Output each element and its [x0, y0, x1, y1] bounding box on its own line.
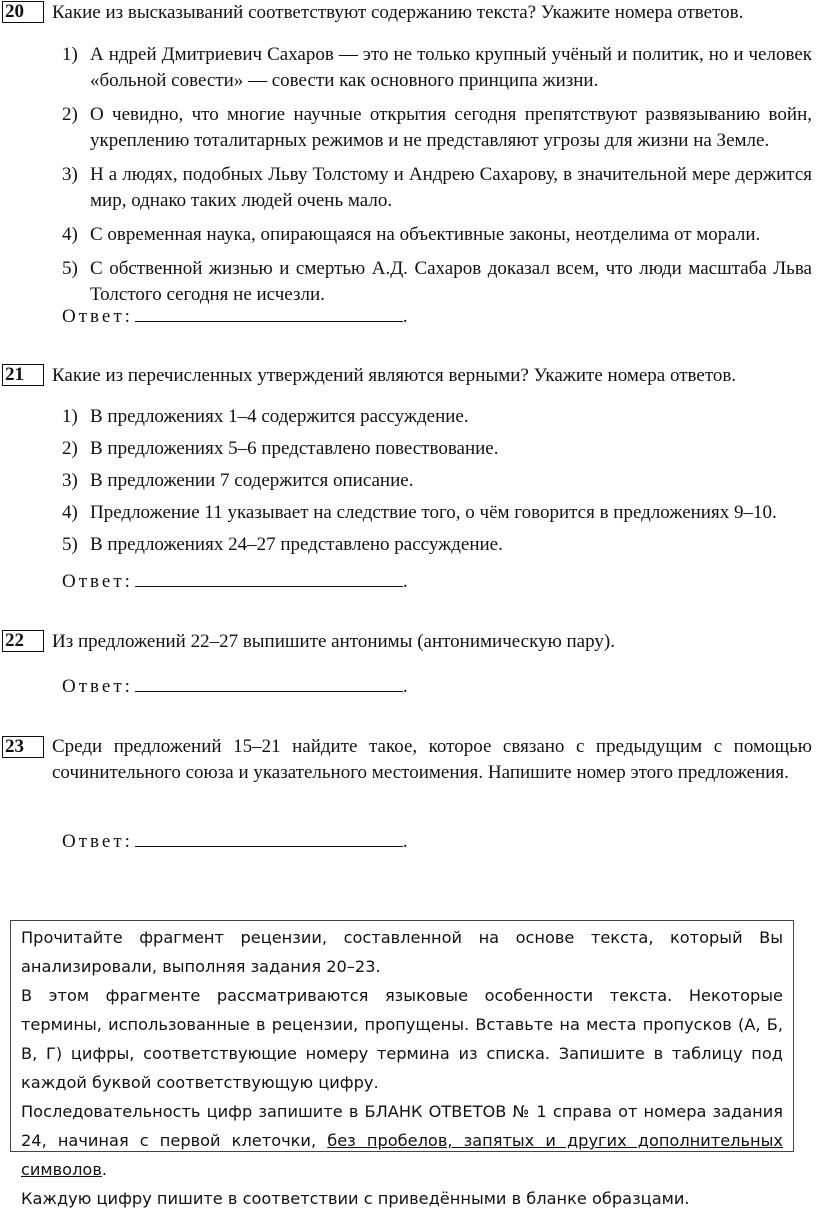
option-number: 1)	[62, 406, 78, 427]
answer-field	[62, 828, 408, 855]
option-text: Н а людях, подобных Льву Толстому и Андрею Сахарову, в значительной мере держится мир, однако таких людей очень мало.	[90, 164, 812, 211]
task-number-box: 23	[2, 736, 44, 758]
option-text: В предложениях 24–27 представлено рассуждение.	[90, 534, 503, 555]
answer-field	[62, 673, 408, 700]
instruction-text: Последовательность цифр запишите в БЛАНК ОТВЕТОВ № 1 справа от номера задания 24, начиная с первой клеточки,	[21, 1102, 783, 1150]
option-number: 5)	[62, 534, 78, 555]
task-question: Из предложений 22–27 выпишите антонимы (антонимическую пару).	[52, 631, 615, 652]
option-number: 2)	[62, 104, 78, 125]
task-question: Среди предложений 15–21 найдите такое, которое связано с предыдущим с помощью сочинительного союза и указательного местоимения. Напишите номер этого предложения.	[52, 736, 812, 783]
answer-label: Ответ:	[62, 571, 133, 592]
option-number: 5)	[62, 258, 78, 279]
answer-blank[interactable]	[135, 568, 403, 587]
answer-period: .	[402, 571, 408, 592]
answer-label: Ответ:	[62, 831, 133, 852]
instruction-emphasis: без пробелов, запятых и других дополнительных символов	[21, 1131, 784, 1179]
answer-field	[62, 303, 408, 330]
answer-label: Ответ:	[62, 676, 133, 697]
option-item	[62, 404, 812, 430]
option-item	[62, 436, 812, 462]
task-number-box: 22	[2, 630, 44, 652]
option-number: 3)	[62, 470, 78, 491]
instruction-paragraph-2: В этом фрагменте рассматриваются языковые особенности текста. Некоторые термины, использованные в рецензии, пропущены. Вставьте на места пропусков (А, Б, В, Г) цифры, соответствующие номеру термина из списка. Запишите в таблицу под каждой буквой соответствующую цифру.	[21, 986, 783, 1092]
option-item	[62, 500, 812, 526]
option-text: В предложении 7 содержится описание.	[90, 470, 414, 491]
option-text: В предложениях 1–4 содержится рассуждение.	[90, 406, 469, 427]
answer-period: .	[402, 676, 408, 697]
task-question: Какие из перечисленных утверждений являются верными? Укажите номера ответов.	[52, 365, 737, 386]
answer-options	[62, 42, 812, 308]
answer-label: Ответ:	[62, 306, 133, 327]
option-text: А ндрей Дмитриевич Сахаров — это не только крупный учёный и политик, но и человек «больной совести» — совести как основного принципа жизни.	[90, 44, 812, 91]
instruction-box	[10, 920, 794, 1208]
answer-blank[interactable]	[135, 303, 403, 322]
option-item	[62, 42, 812, 94]
option-text: О чевидно, что многие научные открытия сегодня препятствуют развязыванию войн, укреплению тоталитарных режимов и не представляют угрозы для жизни на Земле.	[90, 104, 812, 151]
option-item	[62, 162, 812, 214]
task-number-box: 20	[2, 1, 44, 23]
instruction-paragraph-1: Прочитайте фрагмент рецензии, составленной на основе текста, который Вы анализировали, выполняя задания 20–23.	[21, 928, 783, 976]
option-text: В предложениях 5–6 представлено повествование.	[90, 438, 499, 459]
answer-blank[interactable]	[135, 673, 403, 692]
instruction-text: .	[101, 1160, 108, 1179]
answer-options	[62, 404, 812, 558]
option-text: С овременная наука, опирающаяся на объективные законы, неотделима от морали.	[90, 224, 761, 245]
instruction-paragraph-3	[21, 1097, 783, 1184]
option-item	[62, 102, 812, 154]
option-number: 3)	[62, 164, 78, 185]
answer-blank[interactable]	[135, 828, 403, 847]
option-number: 4)	[62, 502, 78, 523]
option-item	[62, 256, 812, 308]
answer-field	[62, 568, 408, 595]
option-item	[62, 222, 812, 248]
option-item	[62, 532, 812, 558]
option-number: 1)	[62, 44, 78, 65]
answer-period: .	[402, 306, 408, 327]
option-text: Предложение 11 указывает на следствие того, о чём говорится в предложениях 9–10.	[90, 502, 777, 523]
task-number-box: 21	[2, 364, 44, 386]
option-number: 4)	[62, 224, 78, 245]
task-question: Какие из высказываний соответствуют содержанию текста? Укажите номера ответов.	[52, 2, 744, 23]
instruction-paragraph-4: Каждую цифру пишите в соответствии с приведёнными в бланке образцами.	[21, 1189, 690, 1208]
answer-period: .	[402, 831, 408, 852]
option-item	[62, 468, 812, 494]
option-number: 2)	[62, 438, 78, 459]
option-text: С обственной жизнью и смертью А.Д. Сахаров доказал всем, что люди масштаба Льва Толстого сегодня не исчезли.	[90, 258, 812, 305]
